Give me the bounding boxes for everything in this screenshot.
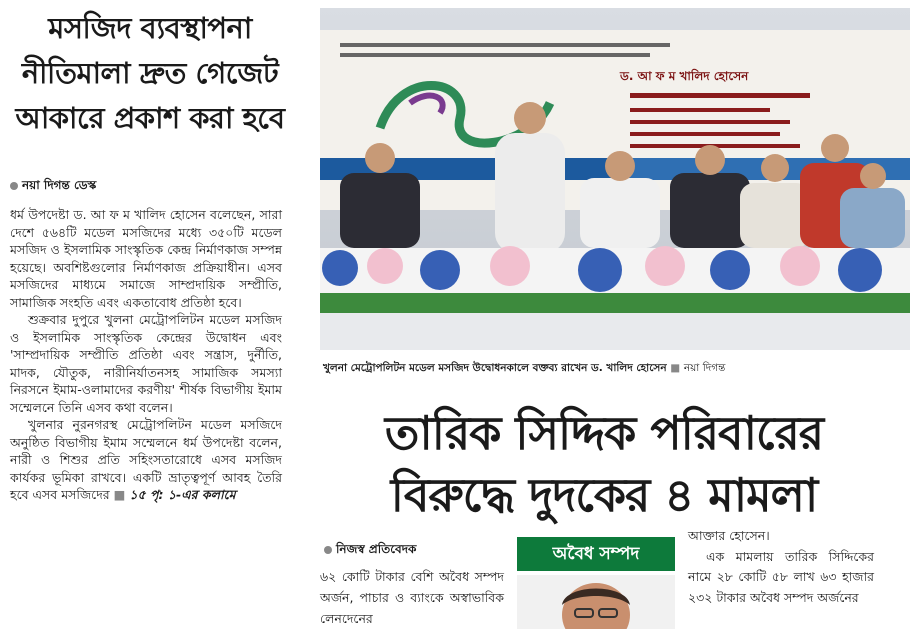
jump-square-icon: ■ xyxy=(113,487,126,502)
left-paragraph-text: খুলনার নুরনগরস্থ মেট্রোপলিটন মডেল মসজিদে অনুষ্ঠিত বিভাগীয় ইমাম সম্মেলনে ধর্ম উপদেষ্টা বলেন, নারী ও শিশুর প্রতি সহিংসতারোধে এসব মসজিদ কার্যকর ভূমিকা রাখবে। একটি ভ্রাতৃত্বপূর্ণ আবহ তৈরি হবে এসব মসজিদের xyxy=(10,417,282,502)
left-paragraph: ধর্ম উপদেষ্টা ড. আ ফ ম খালিদ হোসেন বলেছেন, সারা দেশে ৫৬৪টি মডেল মসজিদের মধ্যে ৩৫০টি মডেল মসজিদ ও ইসলামিক সাংস্কৃতিক কেন্দ্র নির্মাণকাজ সম্পন্ন হয়েছে। অবশিষ্টগুলোর নির্মাণকাজ প্রক্রিয়াধীন। এসব মসজিদের মাধ্যমে সমাজে সাম্প্রদায়িক সম্প্রীতি, সামাজিক সংহতি এবং একতাবোধ প্রতিষ্ঠা হবে। xyxy=(10,207,282,310)
photo-caption-text: খুলনা মেট্রোপলিটন মডেল মসজিদ উদ্বোধনকালে বক্তব্য রাখেন ড. খালিদ হোসেন xyxy=(323,362,667,374)
left-paragraph: শুক্রবার দুপুরে খুলনা মেট্রোপলিটন মডেল মসজিদ ও ইসলামিক সাংস্কৃতিক কেন্দ্রের উদ্বোধন এবং 'সাম্প্রদায়িক সম্প্রীতি প্রতিষ্ঠা এবং সন্ত্রাস, দুর্নীতি, মাদক, যৌতুক, নারীনির্যাতনসহ সামাজিক সমস্যা নিরসনে ইমাম-ওলামাদের করণীয়' শীর্ষক বিভাগীয় ইমাম সম্মেলনে তিনি এসব কথা বলেন। xyxy=(10,312,282,415)
portrait-photo xyxy=(517,575,675,629)
left-headline-line: মসজিদ ব্যবস্থাপনা xyxy=(48,11,252,45)
main-byline-text: নিজস্ব প্রতিবেদক xyxy=(336,542,417,556)
left-byline-text: নয়া দিগন্ত ডেস্ক xyxy=(22,178,97,192)
photo-source: নয়া দিগন্ত xyxy=(683,362,726,374)
main-headline-line: বিরুদ্ধে দুদকের ৪ মামলা xyxy=(390,468,818,522)
main-headline xyxy=(318,402,890,526)
jump-reference: ১৫ পৃ: ১-এর কলামে xyxy=(129,487,236,502)
main-headline-line: তারিক সিদ্দিক পরিবারের xyxy=(384,406,824,460)
main-column-3 xyxy=(688,526,874,608)
main-byline xyxy=(324,541,416,561)
main-paragraph: আক্তার হোসেন। xyxy=(688,528,770,543)
main-paragraph: এক মামলায় তারিক সিদ্দিকের নামে ২৮ কোটি ৫৮ লাখ ৬৩ হাজার ২৩২ টাকার অবৈধ সম্পদ অর্জনের xyxy=(688,548,874,605)
event-photo-illustration xyxy=(320,8,910,350)
portrait-illustration xyxy=(517,575,675,629)
caption-square-icon: ■ xyxy=(670,362,681,374)
event-photo xyxy=(320,8,910,350)
left-headline xyxy=(0,6,300,141)
section-tag: অবৈধ সম্পদ xyxy=(517,537,675,571)
photo-caption xyxy=(323,361,725,378)
bullet-icon xyxy=(10,182,18,190)
left-paragraph xyxy=(10,416,282,504)
left-article-body xyxy=(10,206,282,504)
left-headline-line: নীতিমালা দ্রুত গেজেট xyxy=(21,56,279,90)
left-headline-line: আকারে প্রকাশ করা হবে xyxy=(15,101,285,135)
banner-name-text: ড. আ ফ ম খালিদ হোসেন xyxy=(620,69,749,83)
bullet-icon xyxy=(324,546,332,554)
main-column-1: ৬২ কোটি টাকার বেশি অবৈধ সম্পদ অর্জন, পাচার ও ব্যাংকে অস্বাভাবিক লেনদেনের xyxy=(320,569,504,626)
left-byline xyxy=(10,177,96,197)
